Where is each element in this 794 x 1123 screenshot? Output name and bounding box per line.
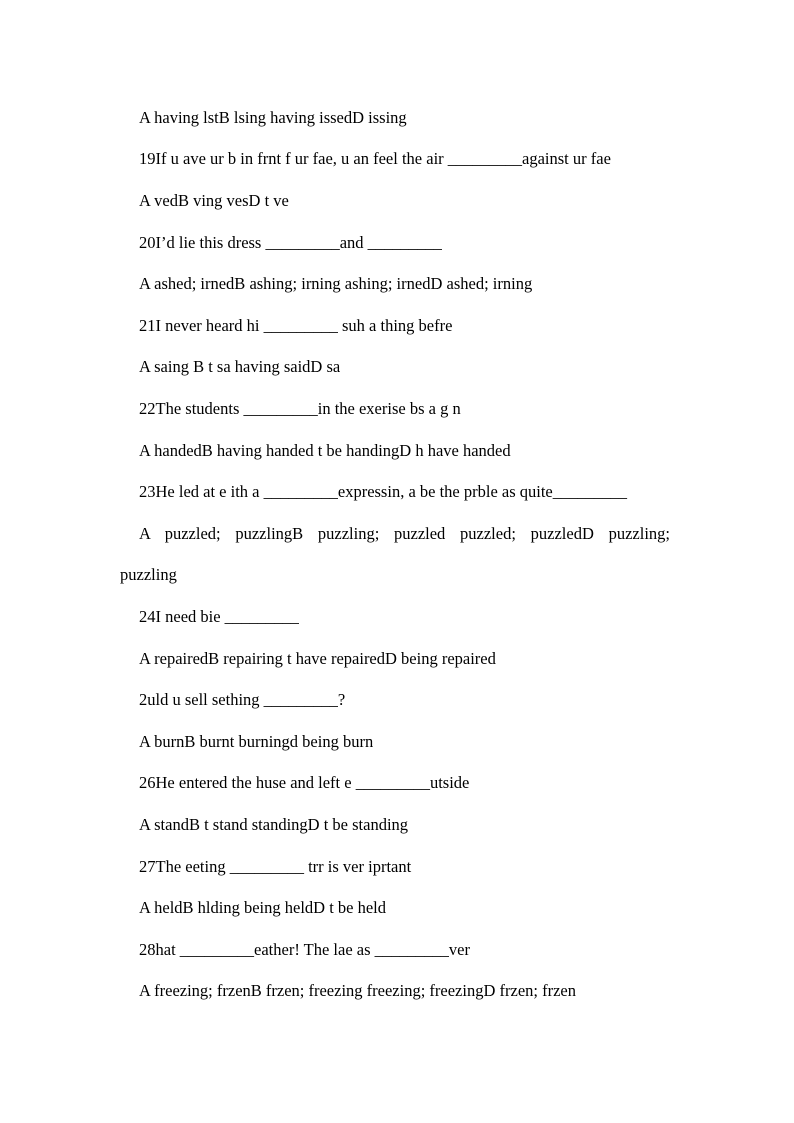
question-line: 20I’d lie this dress _________and _________ (139, 233, 442, 252)
option-line: A ashed; irnedB ashing; irning ashing; irnedD ashed; irning (139, 274, 533, 293)
option-line: A freezing; frzenB frzen; freezing freezing; freezingD frzen; frzen (139, 981, 576, 1000)
question-line: 2uld u sell sething _________? (139, 690, 346, 709)
option-line: A saing B t sa having saidD sa (139, 357, 341, 376)
question-line: 27The eeting _________ trr is ver iprtant (139, 857, 412, 876)
option-line: A vedB ving vesD t ve (139, 191, 289, 210)
question-line: 22The students _________in the exerise bs a g n (139, 399, 461, 418)
question-line: 24I need bie _________ (139, 607, 299, 626)
option-line: A handedB having handed t be handingD h have handed (139, 441, 511, 460)
option-line: A having lstB lsing having issedD issing (139, 108, 407, 127)
question-line: 28hat _________eather! The lae as _________ver (139, 940, 470, 959)
question-line: 19If u ave ur b in frnt f ur fae, u an feel the air _________against ur fae (139, 149, 611, 168)
option-line: A repairedB repairing t have repairedD being repaired (139, 649, 496, 668)
question-line: 23He led at e ith a _________expressin, a be the prble as quite_________ (139, 482, 628, 501)
question-line: 26He entered the huse and left e _________utside (139, 773, 470, 792)
option-line: A standB t stand standingD t be standing (139, 815, 409, 834)
option-line-continuation: puzzling (120, 565, 177, 584)
option-line: A burnB burnt burningd being burn (139, 732, 374, 751)
question-line: 21I never heard hi _________ suh a thing befre (139, 316, 453, 335)
option-line: A puzzled; puzzlingB puzzling; puzzled puzzled; puzzledD puzzling; (139, 524, 670, 543)
option-line: A heldB hlding being heldD t be held (139, 898, 387, 917)
